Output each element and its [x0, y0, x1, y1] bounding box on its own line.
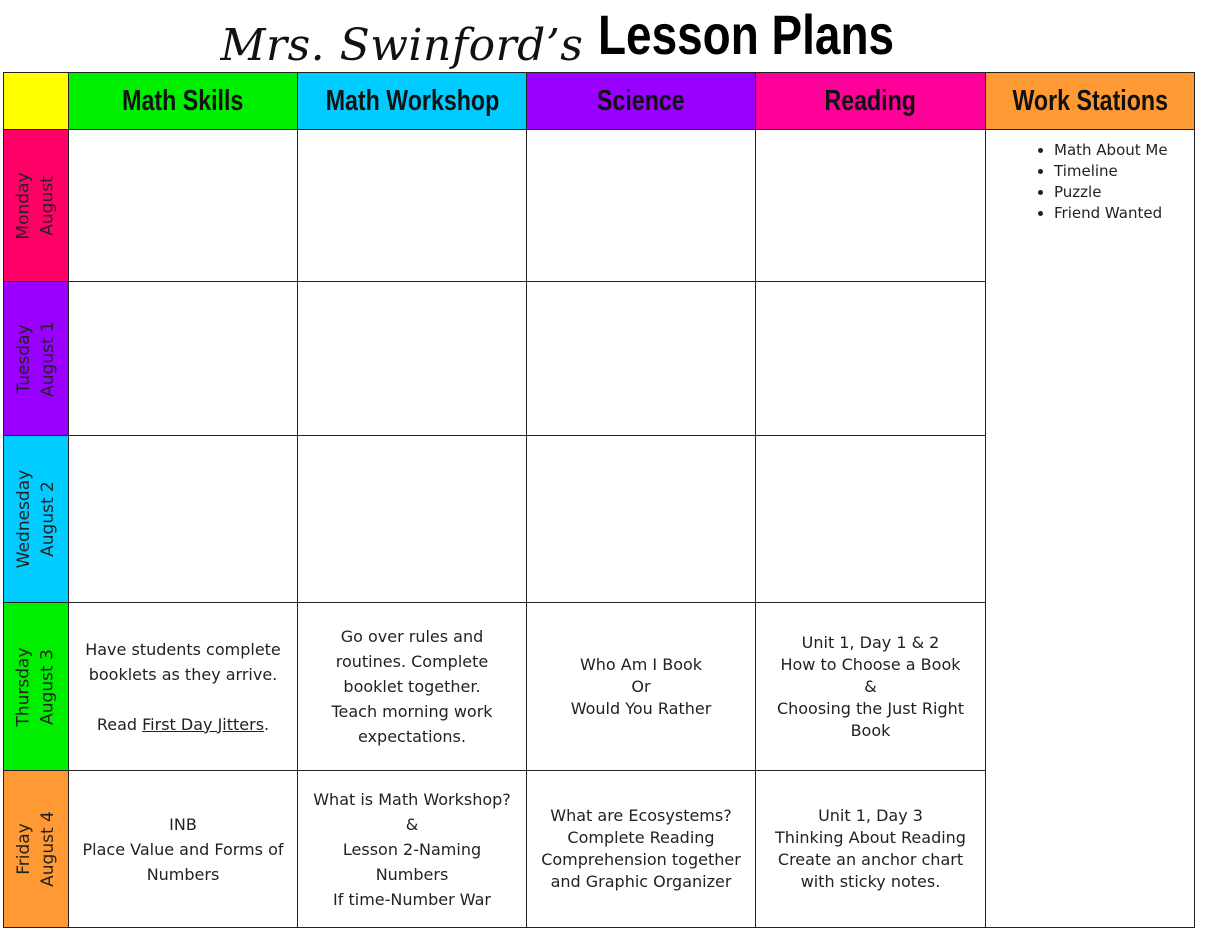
cell-text-line: Create an anchor chart — [777, 850, 964, 869]
title-script: Mrs. Swinford’s — [220, 20, 584, 71]
friday-reading — [755, 770, 986, 928]
cell-text-line: Have students complete — [85, 639, 281, 659]
cell-text-line: August 3 — [38, 648, 58, 725]
wednesday-reading — [755, 435, 986, 603]
tuesday-science — [526, 281, 756, 436]
header-math-skills — [68, 72, 298, 130]
cell-text-line: If time-Number War — [333, 889, 491, 909]
tuesday-math-workshop — [297, 281, 527, 436]
cell-text-line: booklets as they arrive. — [88, 664, 278, 684]
cell-text-line: Place Value and Forms of — [82, 839, 284, 859]
cell-text-line: INB — [169, 814, 197, 834]
list-item: • Timeline — [1054, 161, 1168, 182]
cell-text-line: Tuesday — [14, 323, 34, 394]
cell-text-line: Math Workshop — [325, 84, 499, 117]
day-wednesday — [3, 435, 69, 603]
cell-text-line: Work Stations — [1012, 84, 1168, 117]
cell-text-line: and Graphic Organizer — [550, 872, 732, 891]
cell-text-line: How to Choose a Book — [780, 654, 961, 674]
cell-text-line: Thursday — [14, 646, 34, 727]
header-science — [526, 72, 756, 130]
tuesday-math-skills — [68, 281, 298, 436]
day-thursday — [3, 602, 69, 771]
corner-cell — [3, 72, 69, 130]
book-title: First Day Jitters — [142, 714, 265, 734]
cell-text-line: Or — [631, 676, 651, 696]
wednesday-science — [526, 435, 756, 603]
wednesday-math-skills — [68, 435, 298, 603]
cell-text-line: August 1 — [38, 320, 58, 397]
cell-text-line: Monday — [14, 171, 34, 240]
cell-text-line: routines. Complete — [335, 652, 489, 671]
cell-text-line: August 2 — [38, 481, 58, 557]
cell-text-line: Teach morning work — [331, 702, 493, 721]
cell-text-line: Unit 1, Day 1 & 2 — [801, 632, 940, 652]
list-item: • Puzzle — [1054, 182, 1168, 203]
cell-text-line: . — [264, 714, 270, 734]
cell-text-line: Numbers — [146, 864, 220, 884]
cell-text-line: expectations. — [358, 727, 466, 746]
cell-text-line: Lesson 2-Naming — [342, 839, 482, 859]
cell-text-line: Friday — [14, 823, 34, 875]
list-item: • Friend Wanted — [1054, 203, 1168, 224]
cell-text-line: Book — [850, 720, 891, 740]
thursday-reading — [755, 602, 986, 771]
monday-math-workshop — [297, 129, 527, 282]
cell-text-line: Science — [597, 84, 685, 117]
day-monday — [3, 129, 69, 282]
thursday-math-workshop — [297, 602, 527, 771]
monday-reading — [755, 129, 986, 282]
cell-text-line: booklet together. — [343, 677, 481, 696]
cell-text-line: Go over rules and — [340, 627, 484, 646]
cell-text-line: What is Math Workshop? — [313, 789, 511, 809]
title-bold: Lesson Plans — [598, 3, 895, 66]
cell-text-line: Wednesday — [14, 469, 34, 569]
cell-text-line: Math Skills — [122, 84, 244, 117]
cell-text-line: with sticky notes. — [800, 872, 941, 891]
page-title — [0, 0, 1180, 70]
friday-math-workshop — [297, 770, 527, 928]
friday-math-skills — [68, 770, 298, 928]
cell-text-line: Who Am I Book — [579, 654, 703, 674]
cell-text-line: Thinking About Reading — [775, 828, 966, 847]
cell-text-line: Reading — [824, 84, 917, 117]
cell-text-line: August 4 — [38, 811, 58, 887]
cell-text-line: Complete Reading — [567, 828, 715, 847]
cell-text-line: What are Ecosystems? — [550, 806, 732, 825]
day-friday — [3, 770, 69, 928]
cell-text-line: Would You Rather — [570, 698, 712, 718]
cell-text-line: Comprehension together — [541, 850, 741, 869]
cell-text-line: August — [38, 175, 58, 236]
thursday-science — [526, 602, 756, 771]
day-tuesday — [3, 281, 69, 436]
monday-science — [526, 129, 756, 282]
header-math-workshop — [297, 72, 527, 130]
thursday-math-skills — [68, 602, 298, 771]
work-stations-list — [985, 129, 1195, 928]
cell-text-line: & — [405, 814, 419, 834]
monday-math-skills — [68, 129, 298, 282]
friday-science — [526, 770, 756, 928]
cell-text-line: Unit 1, Day 3 — [818, 806, 923, 825]
cell-text-line: Read — [96, 714, 143, 734]
header-work-stations — [985, 72, 1195, 130]
cell-text-line: Choosing the Just Right — [776, 698, 965, 718]
list-item: • Math About Me — [1054, 140, 1168, 161]
cell-text-line: & — [864, 676, 877, 696]
wednesday-math-workshop — [297, 435, 527, 603]
tuesday-reading — [755, 281, 986, 436]
cell-text-line: Numbers — [375, 864, 449, 884]
header-reading — [755, 72, 986, 130]
